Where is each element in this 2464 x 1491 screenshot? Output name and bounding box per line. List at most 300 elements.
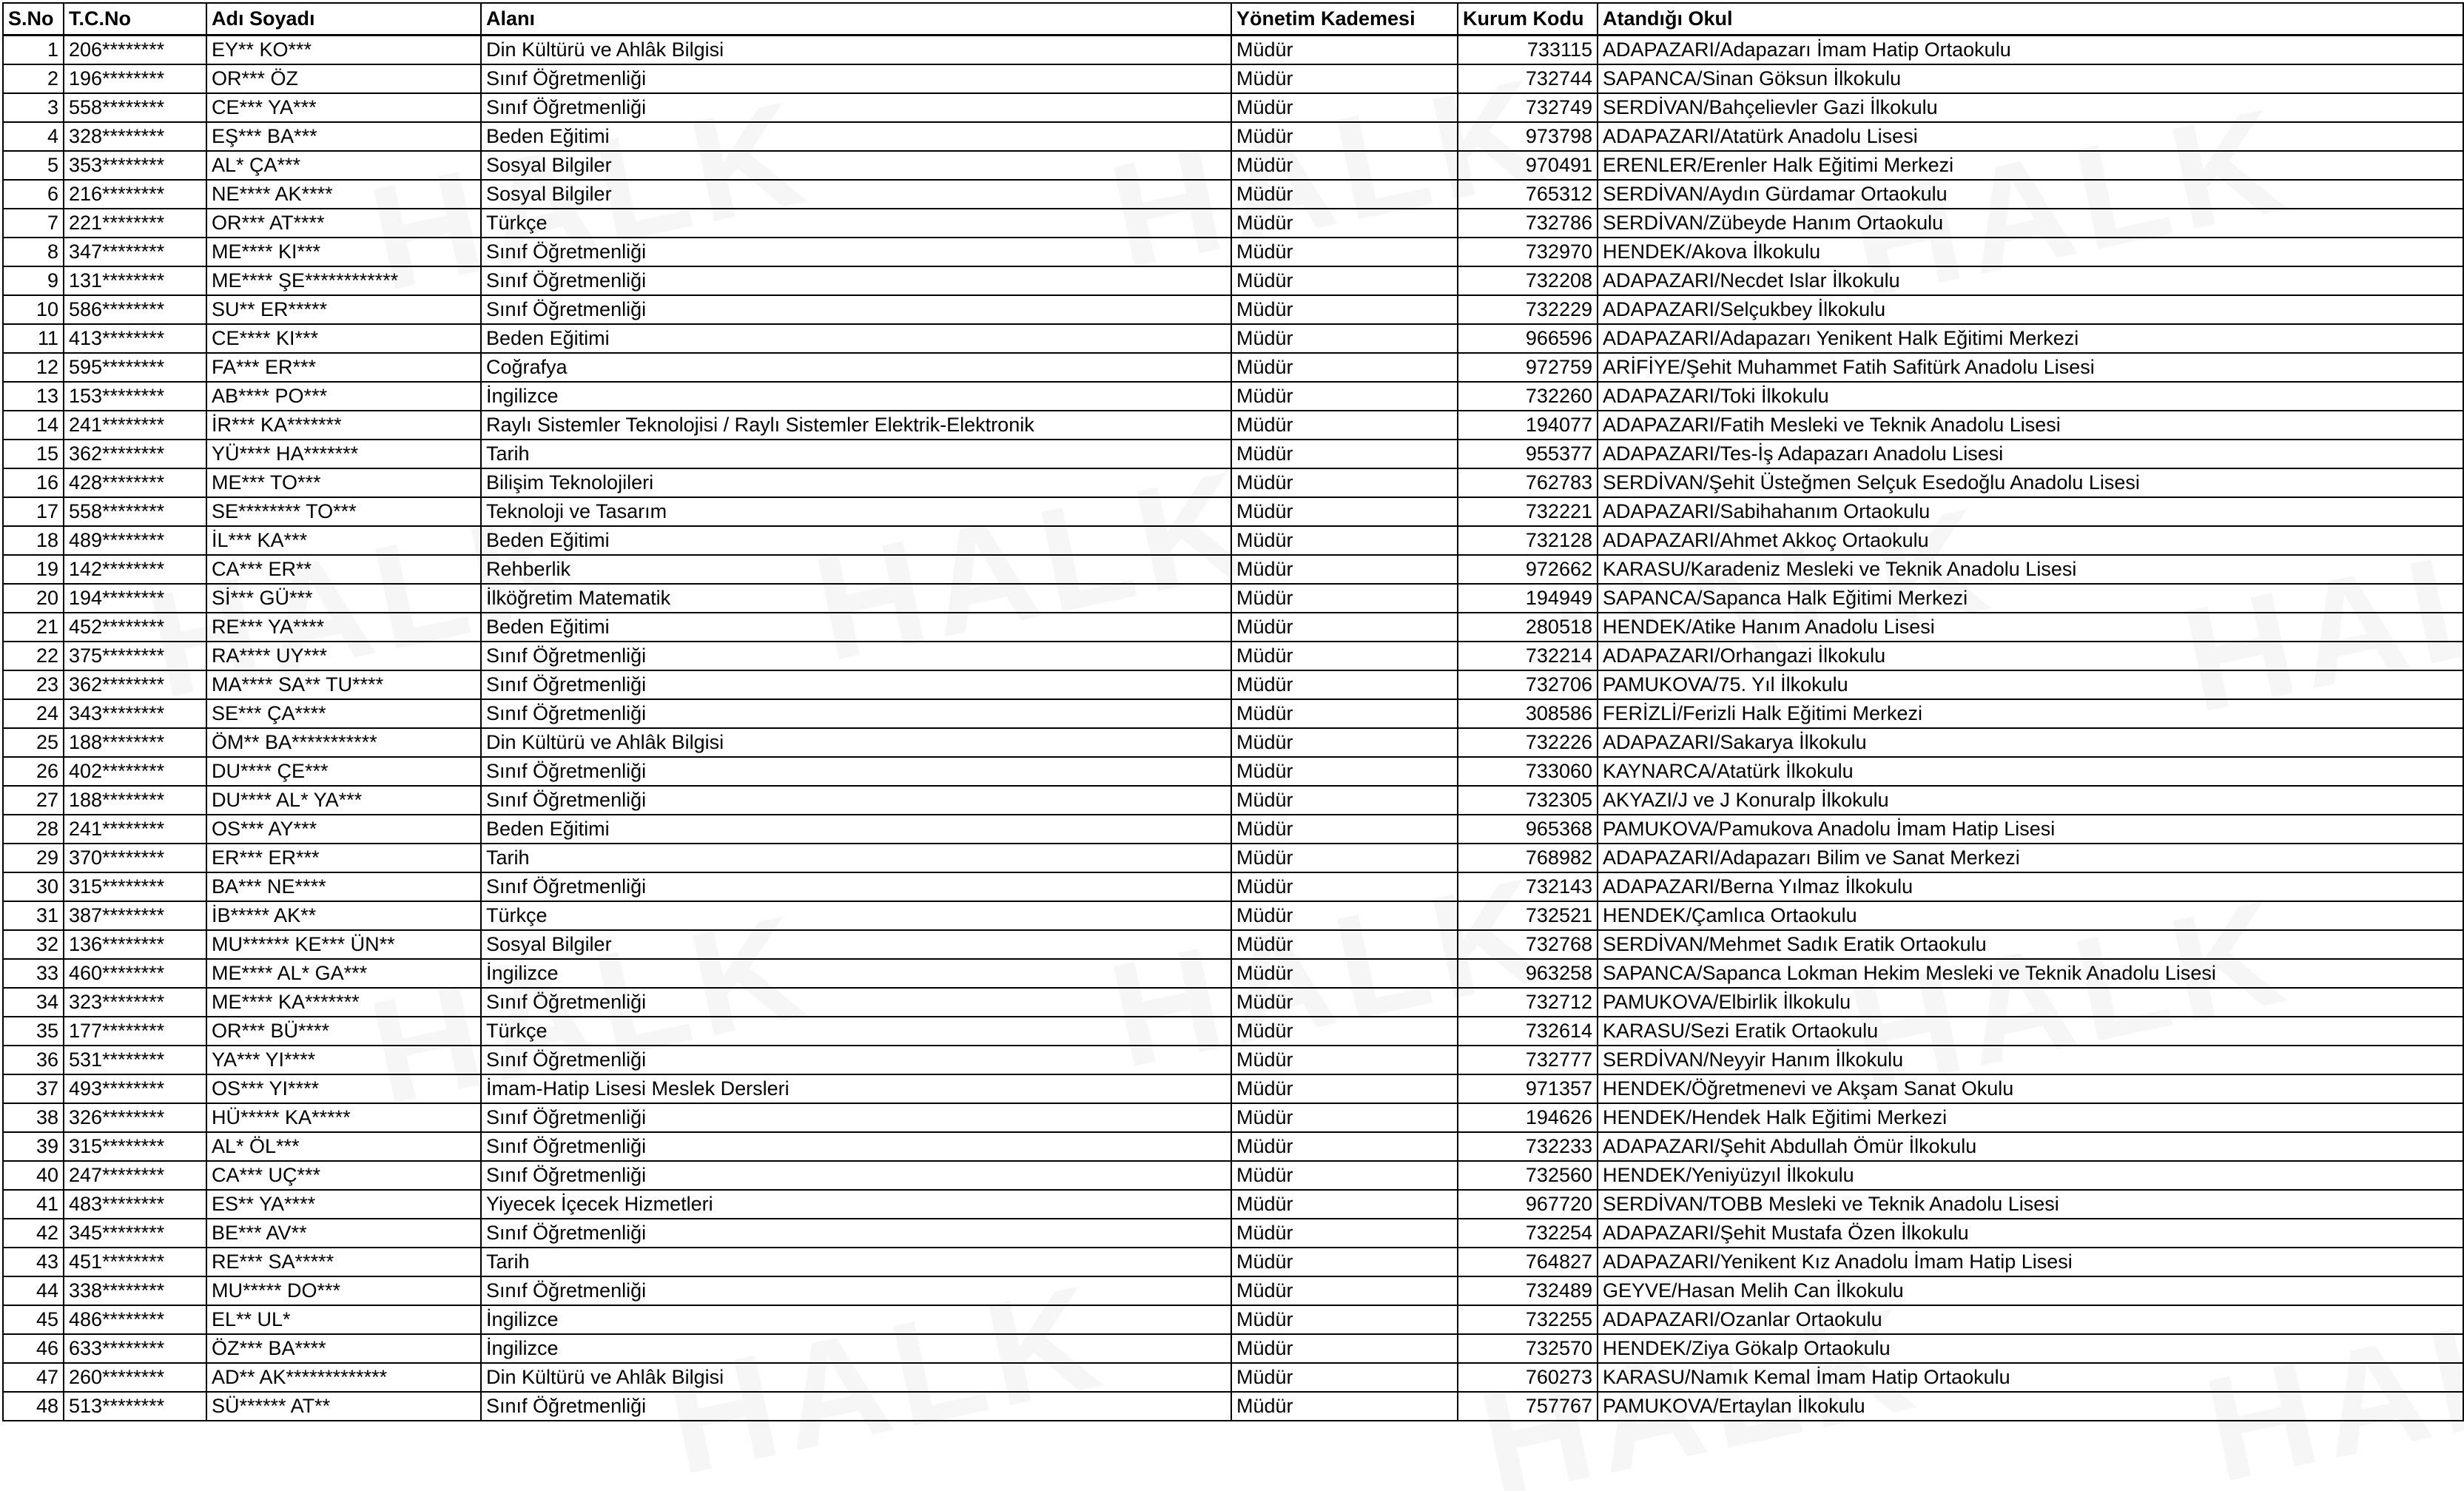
cell-institution-code: 732305 <box>1458 786 1598 815</box>
cell-assigned-school: ERENLER/Erenler Halk Eğitimi Merkezi <box>1598 151 2463 180</box>
cell-tc-no: 483******** <box>64 1190 206 1219</box>
cell-field: Bilişim Teknolojileri <box>481 468 1231 497</box>
cell-tc-no: 558******** <box>64 497 206 526</box>
cell-management-level: Müdür <box>1231 440 1458 468</box>
cell-name: EY** KO*** <box>206 36 481 65</box>
table-row <box>3 93 2463 122</box>
cell-tc-no: 513******** <box>64 1392 206 1421</box>
cell-name: İB***** AK** <box>206 901 481 930</box>
cell-management-level: Müdür <box>1231 988 1458 1017</box>
cell-tc-no: 451******** <box>64 1248 206 1276</box>
cell-institution-code: 732777 <box>1458 1046 1598 1074</box>
cell-field: Beden Eğitimi <box>481 324 1231 353</box>
cell-assigned-school: SERDİVAN/Zübeyde Hanım Ortaokulu <box>1598 209 2463 238</box>
cell-institution-code: 762783 <box>1458 468 1598 497</box>
cell-field: Beden Eğitimi <box>481 613 1231 642</box>
cell-name: OR*** ÖZ <box>206 64 481 93</box>
cell-assigned-school: PAMUKOVA/75. Yıl İlkokulu <box>1598 670 2463 699</box>
cell-field: Sınıf Öğretmenliği <box>481 1276 1231 1305</box>
cell-management-level: Müdür <box>1231 1074 1458 1103</box>
cell-institution-code: 760273 <box>1458 1363 1598 1392</box>
cell-institution-code: 732233 <box>1458 1132 1598 1161</box>
cell-name: CE*** YA*** <box>206 93 481 122</box>
cell-field: Sınıf Öğretmenliği <box>481 93 1231 122</box>
table-row <box>3 728 2463 757</box>
cell-management-level: Müdür <box>1231 209 1458 238</box>
cell-field: Sınıf Öğretmenliği <box>481 295 1231 324</box>
cell-tc-no: 247******** <box>64 1161 206 1190</box>
cell-assigned-school: ADAPAZARI/Adapazarı Yenikent Halk Eğitimi Merkezi <box>1598 324 2463 353</box>
cell-tc-no: 633******** <box>64 1334 206 1363</box>
column-header-institution-code: Kurum Kodu <box>1458 3 1598 36</box>
cell-field: İmam-Hatip Lisesi Meslek Dersleri <box>481 1074 1231 1103</box>
cell-tc-no: 188******** <box>64 728 206 757</box>
cell-tc-no: 558******** <box>64 93 206 122</box>
cell-tc-no: 326******** <box>64 1103 206 1132</box>
cell-name: OR*** AT**** <box>206 209 481 238</box>
cell-field: Sınıf Öğretmenliği <box>481 1392 1231 1421</box>
cell-field: Sınıf Öğretmenliği <box>481 266 1231 295</box>
cell-field: İlköğretim Matematik <box>481 584 1231 613</box>
table-row <box>3 670 2463 699</box>
cell-name: RA**** UY*** <box>206 642 481 670</box>
cell-sno: 42 <box>3 1219 64 1248</box>
cell-sno: 30 <box>3 872 64 901</box>
cell-sno: 39 <box>3 1132 64 1161</box>
cell-sno: 1 <box>3 36 64 65</box>
cell-assigned-school: GEYVE/Hasan Melih Can İlkokulu <box>1598 1276 2463 1305</box>
cell-assigned-school: HENDEK/Yeniyüzyıl İlkokulu <box>1598 1161 2463 1190</box>
cell-management-level: Müdür <box>1231 526 1458 555</box>
cell-name: ER*** ER*** <box>206 844 481 872</box>
cell-sno: 19 <box>3 555 64 584</box>
cell-management-level: Müdür <box>1231 1276 1458 1305</box>
cell-institution-code: 194949 <box>1458 584 1598 613</box>
cell-field: Sınıf Öğretmenliği <box>481 64 1231 93</box>
cell-sno: 27 <box>3 786 64 815</box>
cell-assigned-school: SERDİVAN/Neyyir Hanım İlkokulu <box>1598 1046 2463 1074</box>
cell-assigned-school: ADAPAZARI/Fatih Mesleki ve Teknik Anadolu Lisesi <box>1598 411 2463 440</box>
cell-sno: 13 <box>3 382 64 411</box>
cell-sno: 10 <box>3 295 64 324</box>
cell-institution-code: 732226 <box>1458 728 1598 757</box>
table-row <box>3 1132 2463 1161</box>
cell-assigned-school: PAMUKOVA/Pamukova Anadolu İmam Hatip Lisesi <box>1598 815 2463 844</box>
cell-tc-no: 323******** <box>64 988 206 1017</box>
cell-tc-no: 188******** <box>64 786 206 815</box>
cell-management-level: Müdür <box>1231 642 1458 670</box>
cell-name: SÜ****** AT** <box>206 1392 481 1421</box>
cell-assigned-school: ADAPAZARI/Adapazarı Bilim ve Sanat Merkezi <box>1598 844 2463 872</box>
table-row <box>3 1219 2463 1248</box>
cell-institution-code: 732254 <box>1458 1219 1598 1248</box>
cell-sno: 48 <box>3 1392 64 1421</box>
table-row <box>3 411 2463 440</box>
cell-institution-code: 768982 <box>1458 844 1598 872</box>
cell-management-level: Müdür <box>1231 295 1458 324</box>
cell-institution-code: 194626 <box>1458 1103 1598 1132</box>
cell-field: Rehberlik <box>481 555 1231 584</box>
cell-name: SE******** TO*** <box>206 497 481 526</box>
cell-name: AL* ÖL*** <box>206 1132 481 1161</box>
cell-assigned-school: SAPANCA/Sapanca Lokman Hekim Mesleki ve Teknik Anadolu Lisesi <box>1598 959 2463 988</box>
table-row <box>3 1305 2463 1334</box>
cell-name: CA*** ER** <box>206 555 481 584</box>
column-header-assigned-school: Atandığı Okul <box>1598 3 2463 36</box>
cell-sno: 16 <box>3 468 64 497</box>
cell-field: Beden Eğitimi <box>481 122 1231 151</box>
table-row <box>3 699 2463 728</box>
table-row <box>3 151 2463 180</box>
cell-management-level: Müdür <box>1231 382 1458 411</box>
cell-management-level: Müdür <box>1231 36 1458 65</box>
cell-management-level: Müdür <box>1231 1248 1458 1276</box>
cell-institution-code: 732786 <box>1458 209 1598 238</box>
cell-field: İngilizce <box>481 382 1231 411</box>
cell-tc-no: 486******** <box>64 1305 206 1334</box>
cell-assigned-school: HENDEK/Hendek Halk Eğitimi Merkezi <box>1598 1103 2463 1132</box>
cell-tc-no: 402******** <box>64 757 206 786</box>
cell-management-level: Müdür <box>1231 930 1458 959</box>
cell-assigned-school: ARİFİYE/Şehit Muhammet Fatih Safitürk Anadolu Lisesi <box>1598 353 2463 382</box>
cell-name: OS*** YI**** <box>206 1074 481 1103</box>
cell-management-level: Müdür <box>1231 1046 1458 1074</box>
cell-management-level: Müdür <box>1231 613 1458 642</box>
table-row <box>3 266 2463 295</box>
table-row <box>3 468 2463 497</box>
cell-field: Din Kültürü ve Ahlâk Bilgisi <box>481 36 1231 65</box>
cell-field: Tarih <box>481 440 1231 468</box>
cell-field: Raylı Sistemler Teknolojisi / Raylı Sistemler Elektrik-Elektronik <box>481 411 1231 440</box>
cell-field: Sınıf Öğretmenliği <box>481 786 1231 815</box>
cell-assigned-school: AKYAZI/J ve J Konuralp İlkokulu <box>1598 786 2463 815</box>
cell-institution-code: 308586 <box>1458 699 1598 728</box>
cell-name: AD** AK************* <box>206 1363 481 1392</box>
cell-field: Sosyal Bilgiler <box>481 151 1231 180</box>
cell-management-level: Müdür <box>1231 1017 1458 1046</box>
cell-tc-no: 362******** <box>64 440 206 468</box>
cell-tc-no: 413******** <box>64 324 206 353</box>
cell-tc-no: 493******** <box>64 1074 206 1103</box>
cell-tc-no: 216******** <box>64 180 206 209</box>
cell-name: MA**** SA** TU**** <box>206 670 481 699</box>
cell-sno: 46 <box>3 1334 64 1363</box>
column-header-tc-no: T.C.No <box>64 3 206 36</box>
cell-tc-no: 353******** <box>64 151 206 180</box>
table-row <box>3 440 2463 468</box>
cell-management-level: Müdür <box>1231 959 1458 988</box>
cell-name: DU**** AL* YA*** <box>206 786 481 815</box>
cell-tc-no: 347******** <box>64 238 206 266</box>
cell-name: İR*** KA******* <box>206 411 481 440</box>
cell-tc-no: 586******** <box>64 295 206 324</box>
cell-institution-code: 732143 <box>1458 872 1598 901</box>
cell-name: MU****** KE*** ÜN** <box>206 930 481 959</box>
cell-field: Sınıf Öğretmenliği <box>481 988 1231 1017</box>
cell-management-level: Müdür <box>1231 1392 1458 1421</box>
cell-assigned-school: HENDEK/Ziya Gökalp Ortaokulu <box>1598 1334 2463 1363</box>
cell-field: İngilizce <box>481 1305 1231 1334</box>
cell-institution-code: 732712 <box>1458 988 1598 1017</box>
cell-assigned-school: HENDEK/Akova İlkokulu <box>1598 238 2463 266</box>
cell-sno: 24 <box>3 699 64 728</box>
cell-institution-code: 732521 <box>1458 901 1598 930</box>
cell-name: CE**** KI*** <box>206 324 481 353</box>
cell-management-level: Müdür <box>1231 1103 1458 1132</box>
cell-management-level: Müdür <box>1231 180 1458 209</box>
table-row <box>3 1103 2463 1132</box>
cell-name: ÖM** BA*********** <box>206 728 481 757</box>
cell-sno: 41 <box>3 1190 64 1219</box>
cell-name: MU***** DO*** <box>206 1276 481 1305</box>
cell-assigned-school: ADAPAZARI/Necdet Islar İlkokulu <box>1598 266 2463 295</box>
table-row <box>3 64 2463 93</box>
cell-assigned-school: PAMUKOVA/Ertaylan İlkokulu <box>1598 1392 2463 1421</box>
cell-institution-code: 194077 <box>1458 411 1598 440</box>
cell-management-level: Müdür <box>1231 815 1458 844</box>
table-row <box>3 1017 2463 1046</box>
cell-sno: 36 <box>3 1046 64 1074</box>
cell-sno: 21 <box>3 613 64 642</box>
cell-sno: 47 <box>3 1363 64 1392</box>
cell-name: RE*** SA***** <box>206 1248 481 1276</box>
cell-assigned-school: KARASU/Karadeniz Mesleki ve Teknik Anadolu Lisesi <box>1598 555 2463 584</box>
table-row <box>3 959 2463 988</box>
cell-name: Sİ*** GÜ*** <box>206 584 481 613</box>
cell-field: İngilizce <box>481 1334 1231 1363</box>
cell-management-level: Müdür <box>1231 122 1458 151</box>
cell-tc-no: 452******** <box>64 613 206 642</box>
cell-institution-code: 732706 <box>1458 670 1598 699</box>
cell-sno: 31 <box>3 901 64 930</box>
cell-field: Sosyal Bilgiler <box>481 930 1231 959</box>
cell-sno: 34 <box>3 988 64 1017</box>
cell-institution-code: 764827 <box>1458 1248 1598 1276</box>
cell-institution-code: 965368 <box>1458 815 1598 844</box>
table-row <box>3 238 2463 266</box>
cell-sno: 9 <box>3 266 64 295</box>
cell-tc-no: 196******** <box>64 64 206 93</box>
cell-management-level: Müdür <box>1231 584 1458 613</box>
cell-assigned-school: ADAPAZARI/Orhangazi İlkokulu <box>1598 642 2463 670</box>
cell-name: HÜ***** KA***** <box>206 1103 481 1132</box>
cell-sno: 7 <box>3 209 64 238</box>
cell-management-level: Müdür <box>1231 151 1458 180</box>
table-row <box>3 988 2463 1017</box>
cell-tc-no: 315******** <box>64 1132 206 1161</box>
cell-assigned-school: HENDEK/Öğretmenevi ve Akşam Sanat Okulu <box>1598 1074 2463 1103</box>
cell-institution-code: 732128 <box>1458 526 1598 555</box>
cell-tc-no: 595******** <box>64 353 206 382</box>
cell-field: Din Kültürü ve Ahlâk Bilgisi <box>481 1363 1231 1392</box>
cell-institution-code: 732221 <box>1458 497 1598 526</box>
cell-management-level: Müdür <box>1231 1363 1458 1392</box>
table-row <box>3 497 2463 526</box>
cell-management-level: Müdür <box>1231 238 1458 266</box>
cell-management-level: Müdür <box>1231 353 1458 382</box>
cell-sno: 25 <box>3 728 64 757</box>
cell-name: NE**** AK**** <box>206 180 481 209</box>
cell-name: ME**** KA******* <box>206 988 481 1017</box>
cell-sno: 2 <box>3 64 64 93</box>
table-row <box>3 786 2463 815</box>
cell-management-level: Müdür <box>1231 757 1458 786</box>
cell-tc-no: 362******** <box>64 670 206 699</box>
column-header-field: Alanı <box>481 3 1231 36</box>
table-row <box>3 930 2463 959</box>
cell-institution-code: 971357 <box>1458 1074 1598 1103</box>
table-row <box>3 584 2463 613</box>
cell-tc-no: 153******** <box>64 382 206 411</box>
cell-management-level: Müdür <box>1231 93 1458 122</box>
cell-sno: 29 <box>3 844 64 872</box>
cell-name: ES** YA**** <box>206 1190 481 1219</box>
cell-name: BE*** AV** <box>206 1219 481 1248</box>
cell-name: FA*** ER*** <box>206 353 481 382</box>
cell-management-level: Müdür <box>1231 324 1458 353</box>
table-row <box>3 1363 2463 1392</box>
cell-tc-no: 460******** <box>64 959 206 988</box>
cell-assigned-school: SAPANCA/Sinan Göksun İlkokulu <box>1598 64 2463 93</box>
cell-field: Beden Eğitimi <box>481 815 1231 844</box>
cell-management-level: Müdür <box>1231 1305 1458 1334</box>
cell-tc-no: 260******** <box>64 1363 206 1392</box>
cell-institution-code: 955377 <box>1458 440 1598 468</box>
cell-institution-code: 973798 <box>1458 122 1598 151</box>
table-row <box>3 353 2463 382</box>
cell-sno: 15 <box>3 440 64 468</box>
cell-sno: 3 <box>3 93 64 122</box>
cell-institution-code: 765312 <box>1458 180 1598 209</box>
table-row <box>3 526 2463 555</box>
cell-name: SU** ER***** <box>206 295 481 324</box>
table-row <box>3 1276 2463 1305</box>
cell-name: YA*** YI**** <box>206 1046 481 1074</box>
cell-assigned-school: SERDİVAN/TOBB Mesleki ve Teknik Anadolu Lisesi <box>1598 1190 2463 1219</box>
assignment-table <box>2 2 2464 1421</box>
cell-management-level: Müdür <box>1231 699 1458 728</box>
column-header-sno: S.No <box>3 3 64 36</box>
table-row <box>3 1392 2463 1421</box>
cell-sno: 45 <box>3 1305 64 1334</box>
cell-assigned-school: ADAPAZARI/Selçukbey İlkokulu <box>1598 295 2463 324</box>
cell-institution-code: 732560 <box>1458 1161 1598 1190</box>
table-row <box>3 872 2463 901</box>
cell-tc-no: 221******** <box>64 209 206 238</box>
cell-management-level: Müdür <box>1231 786 1458 815</box>
cell-field: Din Kültürü ve Ahlâk Bilgisi <box>481 728 1231 757</box>
cell-name: EL** UL* <box>206 1305 481 1334</box>
cell-sno: 14 <box>3 411 64 440</box>
cell-assigned-school: ADAPAZARI/Berna Yılmaz İlkokulu <box>1598 872 2463 901</box>
table-row <box>3 555 2463 584</box>
cell-sno: 5 <box>3 151 64 180</box>
cell-management-level: Müdür <box>1231 670 1458 699</box>
cell-assigned-school: SERDİVAN/Aydın Gürdamar Ortaokulu <box>1598 180 2463 209</box>
cell-name: ÖZ*** BA**** <box>206 1334 481 1363</box>
cell-sno: 6 <box>3 180 64 209</box>
cell-institution-code: 732214 <box>1458 642 1598 670</box>
cell-sno: 17 <box>3 497 64 526</box>
cell-institution-code: 757767 <box>1458 1392 1598 1421</box>
cell-sno: 44 <box>3 1276 64 1305</box>
cell-sno: 37 <box>3 1074 64 1103</box>
table-row <box>3 1046 2463 1074</box>
cell-institution-code: 732260 <box>1458 382 1598 411</box>
table-row <box>3 1161 2463 1190</box>
cell-field: Yiyecek İçecek Hizmetleri <box>481 1190 1231 1219</box>
table-row <box>3 844 2463 872</box>
cell-tc-no: 370******** <box>64 844 206 872</box>
cell-sno: 26 <box>3 757 64 786</box>
cell-name: AL* ÇA*** <box>206 151 481 180</box>
cell-assigned-school: ADAPAZARI/Yenikent Kız Anadolu İmam Hatip Lisesi <box>1598 1248 2463 1276</box>
cell-field: Sınıf Öğretmenliği <box>481 699 1231 728</box>
cell-institution-code: 732208 <box>1458 266 1598 295</box>
cell-institution-code: 732229 <box>1458 295 1598 324</box>
cell-management-level: Müdür <box>1231 497 1458 526</box>
cell-assigned-school: HENDEK/Atike Hanım Anadolu Lisesi <box>1598 613 2463 642</box>
cell-assigned-school: ADAPAZARI/Şehit Mustafa Özen İlkokulu <box>1598 1219 2463 1248</box>
cell-assigned-school: KAYNARCA/Atatürk İlkokulu <box>1598 757 2463 786</box>
cell-sno: 32 <box>3 930 64 959</box>
cell-sno: 8 <box>3 238 64 266</box>
cell-assigned-school: ADAPAZARI/Sakarya İlkokulu <box>1598 728 2463 757</box>
cell-field: Beden Eğitimi <box>481 526 1231 555</box>
cell-name: YÜ**** HA******* <box>206 440 481 468</box>
cell-field: Sınıf Öğretmenliği <box>481 238 1231 266</box>
table-row <box>3 36 2463 65</box>
cell-institution-code: 732255 <box>1458 1305 1598 1334</box>
cell-institution-code: 972759 <box>1458 353 1598 382</box>
cell-field: Türkçe <box>481 1017 1231 1046</box>
cell-sno: 20 <box>3 584 64 613</box>
cell-tc-no: 428******** <box>64 468 206 497</box>
cell-tc-no: 194******** <box>64 584 206 613</box>
cell-field: Sınıf Öğretmenliği <box>481 1219 1231 1248</box>
cell-tc-no: 136******** <box>64 930 206 959</box>
cell-sno: 18 <box>3 526 64 555</box>
cell-institution-code: 970491 <box>1458 151 1598 180</box>
cell-management-level: Müdür <box>1231 1132 1458 1161</box>
cell-field: Sınıf Öğretmenliği <box>481 670 1231 699</box>
cell-field: Teknoloji ve Tasarım <box>481 497 1231 526</box>
cell-management-level: Müdür <box>1231 872 1458 901</box>
cell-assigned-school: HENDEK/Çamlıca Ortaokulu <box>1598 901 2463 930</box>
cell-sno: 11 <box>3 324 64 353</box>
cell-field: Sınıf Öğretmenliği <box>481 757 1231 786</box>
cell-sno: 23 <box>3 670 64 699</box>
table-row <box>3 613 2463 642</box>
cell-name: OS*** AY*** <box>206 815 481 844</box>
cell-assigned-school: ADAPAZARI/Toki İlkokulu <box>1598 382 2463 411</box>
cell-sno: 43 <box>3 1248 64 1276</box>
cell-institution-code: 732744 <box>1458 64 1598 93</box>
cell-management-level: Müdür <box>1231 468 1458 497</box>
table-row <box>3 324 2463 353</box>
cell-management-level: Müdür <box>1231 411 1458 440</box>
cell-name: OR*** BÜ**** <box>206 1017 481 1046</box>
cell-sno: 33 <box>3 959 64 988</box>
cell-name: ME**** KI*** <box>206 238 481 266</box>
cell-assigned-school: FERİZLİ/Ferizli Halk Eğitimi Merkezi <box>1598 699 2463 728</box>
cell-assigned-school: ADAPAZARI/Ahmet Akkoç Ortaokulu <box>1598 526 2463 555</box>
cell-tc-no: 328******** <box>64 122 206 151</box>
column-header-name: Adı Soyadı <box>206 3 481 36</box>
column-header-management-level: Yönetim Kademesi <box>1231 3 1458 36</box>
cell-management-level: Müdür <box>1231 728 1458 757</box>
cell-management-level: Müdür <box>1231 844 1458 872</box>
